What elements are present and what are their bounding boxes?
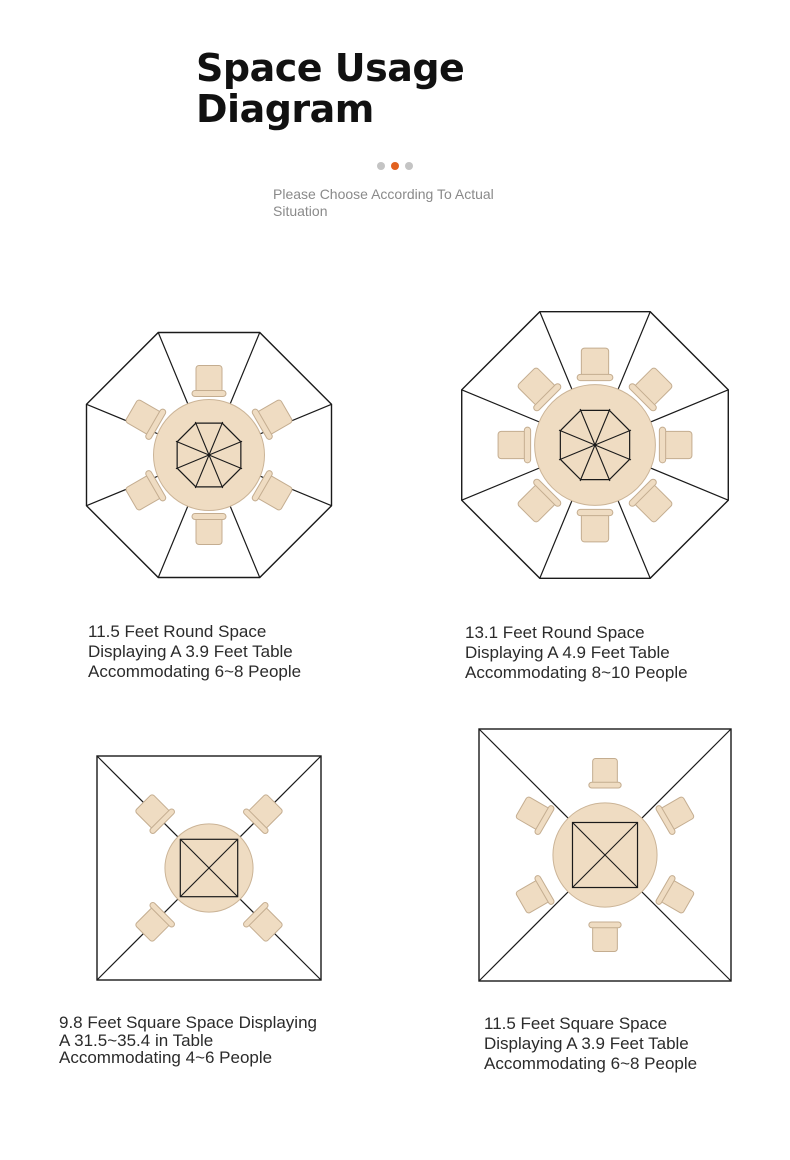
pager-dot[interactable] bbox=[405, 162, 413, 170]
caption-line: Accommodating 8~10 People bbox=[465, 663, 688, 682]
pager-dots bbox=[377, 162, 413, 170]
chair-back bbox=[192, 391, 226, 397]
title-line-1: Space Usage bbox=[196, 46, 465, 90]
chair-seat bbox=[498, 431, 526, 458]
chair bbox=[659, 427, 692, 463]
caption-line: 13.1 Feet Round Space bbox=[465, 623, 645, 642]
page-title bbox=[196, 48, 464, 130]
square-layout-diagram-6-chairs bbox=[478, 728, 732, 982]
caption-line: 11.5 Feet Round Space bbox=[88, 622, 267, 641]
chair-seat bbox=[593, 926, 618, 952]
chair-back bbox=[589, 922, 621, 928]
caption-line: Accommodating 4~6 People bbox=[59, 1048, 273, 1067]
chair-seat bbox=[196, 518, 222, 545]
subtitle bbox=[273, 186, 533, 220]
chair bbox=[589, 922, 621, 951]
caption-line: Displaying A 3.9 Feet Table bbox=[88, 642, 293, 661]
chair-seat bbox=[581, 514, 608, 542]
chair-seat bbox=[593, 759, 618, 785]
chair-back bbox=[192, 514, 226, 520]
octagon-layout-diagram-6-chairs bbox=[84, 329, 334, 581]
subtitle-line-1: Please Choose According To Actual bbox=[273, 186, 494, 202]
caption-line: Displaying A 4.9 Feet Table bbox=[465, 643, 670, 662]
chair-back bbox=[659, 427, 665, 463]
chair bbox=[192, 366, 226, 397]
pager-dot[interactable] bbox=[377, 162, 385, 170]
chair-seat bbox=[196, 366, 222, 393]
chair-back bbox=[577, 509, 613, 515]
chair-seat bbox=[581, 348, 608, 376]
caption-line: 9.8 Feet Square Space Displaying bbox=[59, 1013, 317, 1032]
pager-dot-active[interactable] bbox=[391, 162, 399, 170]
chair-seat bbox=[517, 367, 556, 406]
title-line-2: Diagram bbox=[196, 87, 374, 131]
chair-back bbox=[577, 374, 613, 380]
caption-diagram-1 bbox=[88, 622, 301, 682]
caption-line: Displaying A 3.9 Feet Table bbox=[484, 1034, 689, 1053]
chair bbox=[577, 348, 613, 381]
caption-line: Accommodating 6~8 People bbox=[88, 662, 302, 681]
chair-back bbox=[524, 427, 530, 463]
chair bbox=[192, 514, 226, 545]
caption-diagram-2 bbox=[465, 623, 688, 683]
chair-seat bbox=[517, 484, 556, 523]
chair bbox=[498, 427, 531, 463]
square-layout-diagram-4-chairs bbox=[96, 755, 322, 981]
chair bbox=[577, 509, 613, 542]
chair-seat bbox=[664, 431, 692, 458]
chair-back bbox=[589, 782, 621, 788]
chair-seat bbox=[634, 367, 673, 406]
chair bbox=[589, 759, 621, 788]
chair-seat bbox=[634, 484, 673, 523]
caption-diagram-3 bbox=[59, 1014, 317, 1067]
caption-diagram-4 bbox=[484, 1014, 697, 1074]
octagon-layout-diagram-8-chairs bbox=[459, 308, 731, 582]
caption-line: 11.5 Feet Square Space bbox=[484, 1014, 668, 1033]
caption-line: Accommodating 6~8 People bbox=[484, 1054, 698, 1073]
caption-line: A 31.5~35.4 in Table bbox=[59, 1030, 214, 1050]
subtitle-line-2: Situation bbox=[273, 203, 328, 219]
